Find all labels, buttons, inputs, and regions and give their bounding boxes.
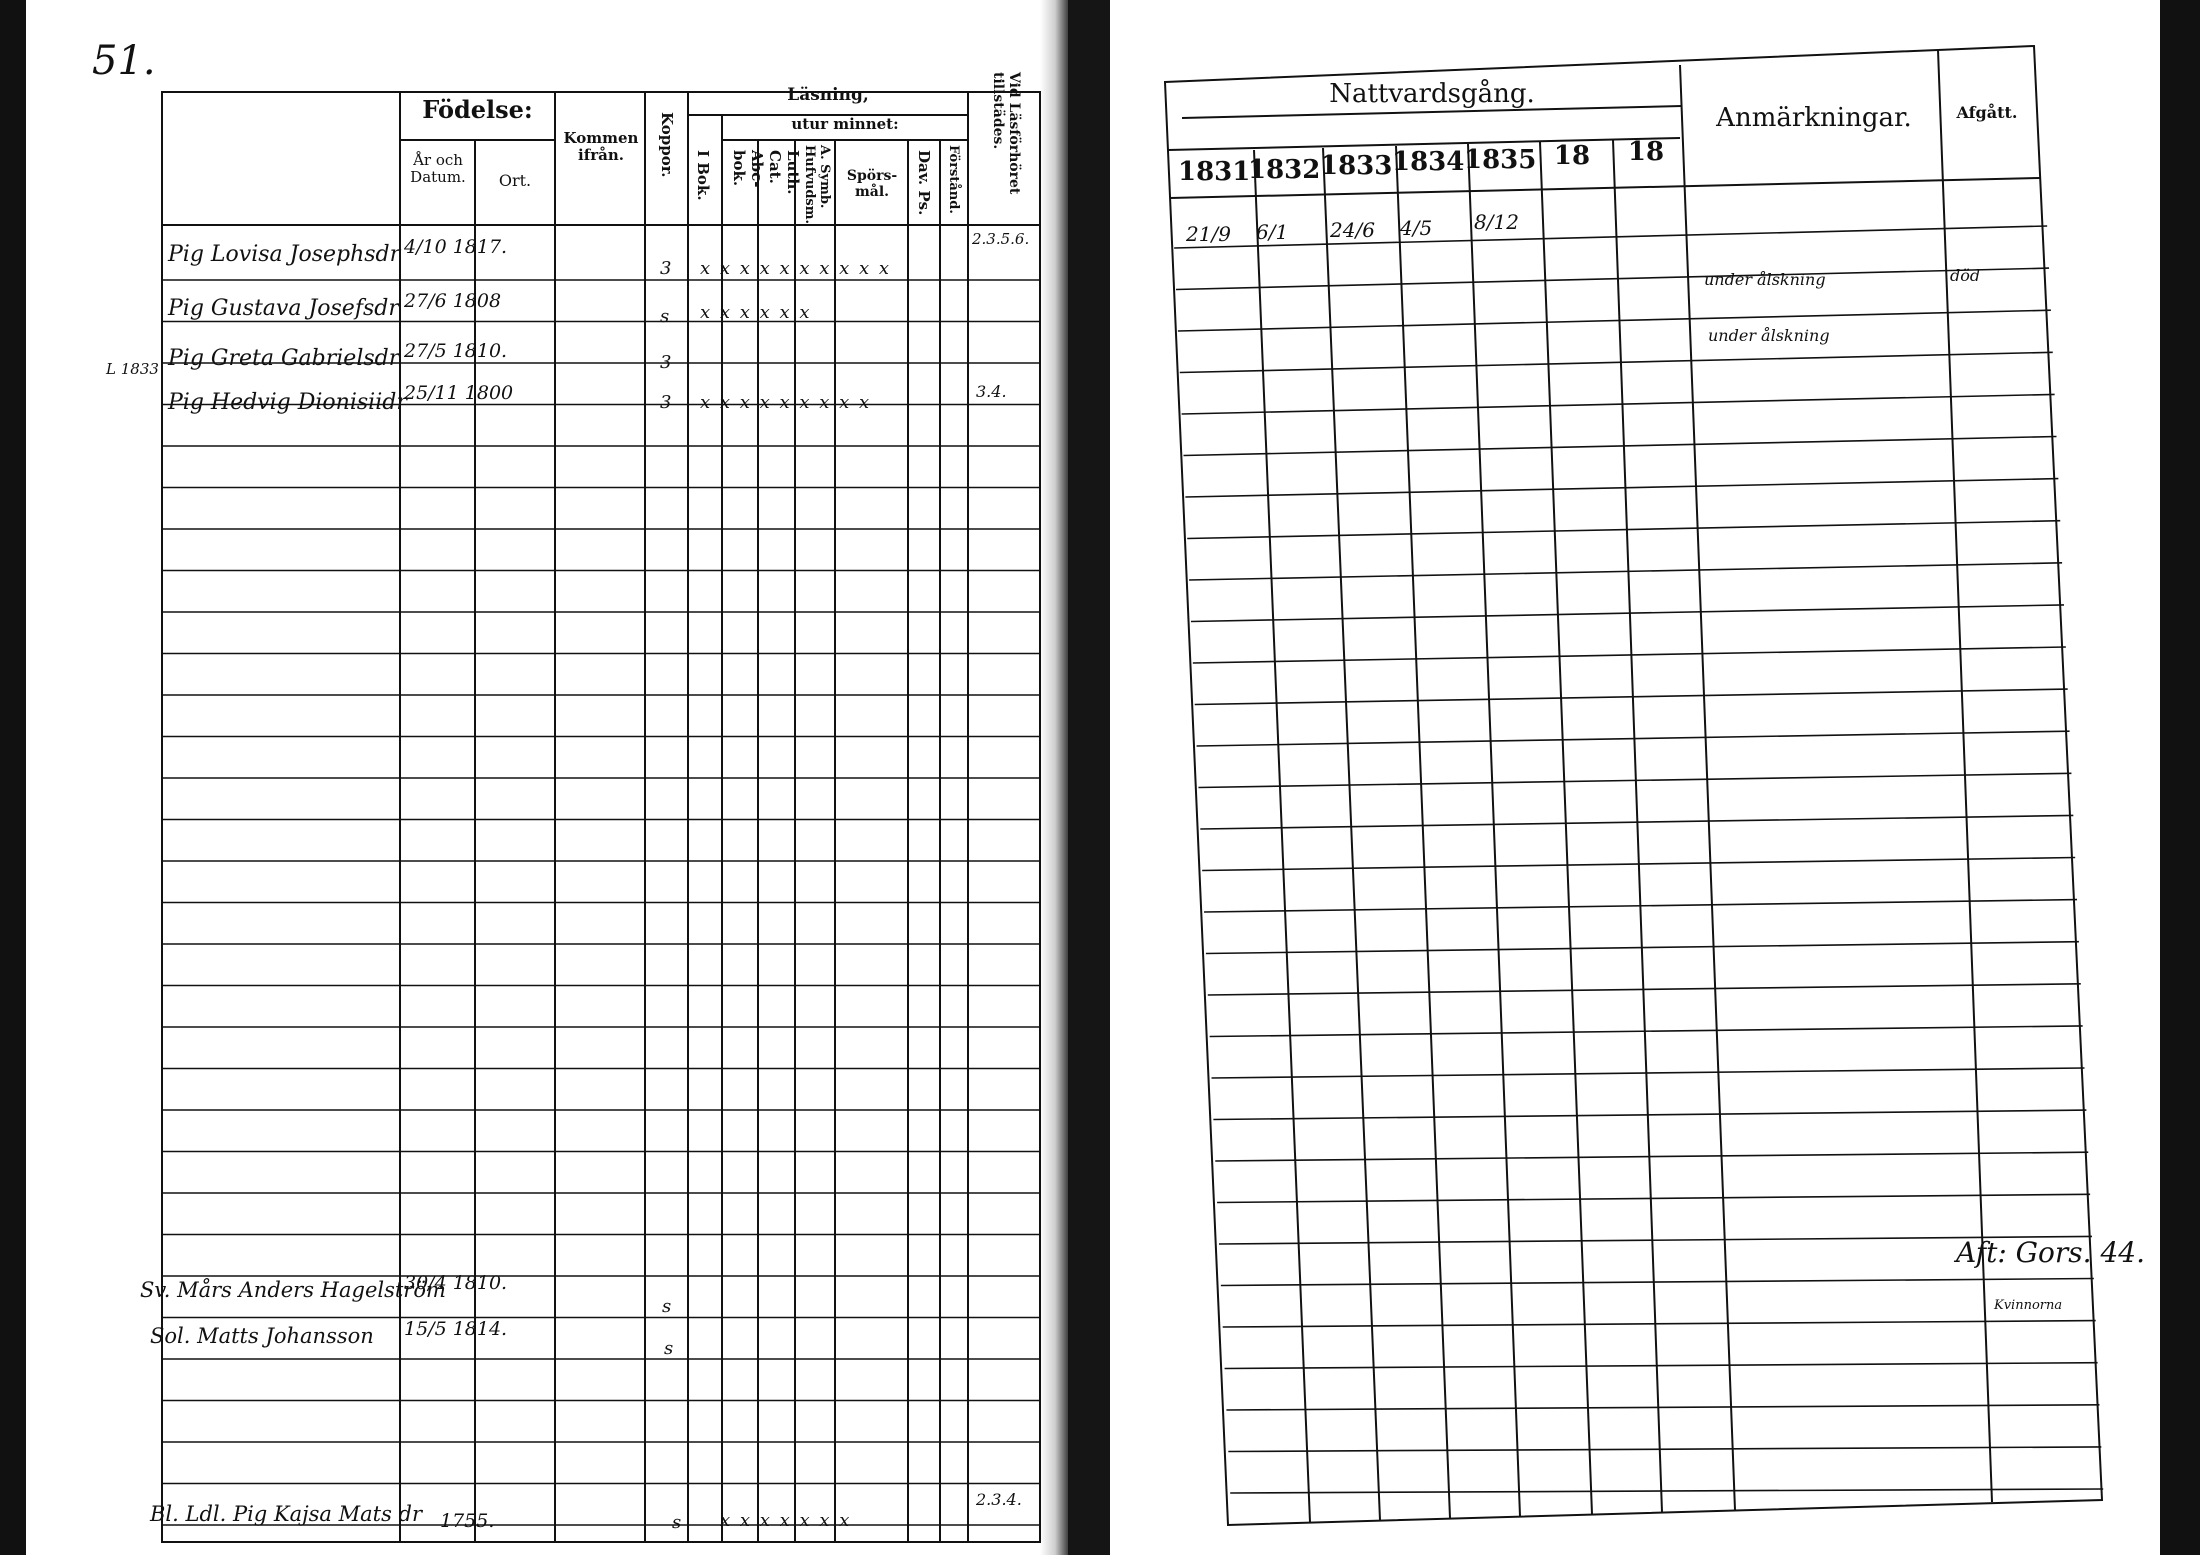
header-afgatt: Afgått. bbox=[1956, 103, 2018, 122]
header-luth-cat: Luth. Cat. bbox=[766, 150, 802, 195]
page-number: 51. bbox=[92, 38, 156, 84]
entry-date: 27/6 1808 bbox=[404, 290, 502, 312]
entry-note: 3.4. bbox=[976, 382, 1007, 401]
header-year: 1834 bbox=[1392, 147, 1465, 177]
row-rule bbox=[1187, 521, 2060, 539]
entry-name: Sv. Mårs Anders Hagelström bbox=[140, 1278, 446, 1302]
entry-marks: x x x x x x x x x bbox=[700, 392, 872, 413]
entry-name: Pig Lovisa Josephsdr bbox=[168, 242, 401, 267]
row-rule bbox=[1183, 437, 2056, 456]
entry-koppor: 3 bbox=[660, 392, 672, 413]
row-rule bbox=[1191, 605, 2064, 622]
header-dav-ps: Dav. Ps. bbox=[915, 150, 933, 216]
nattvard-1832: 6/1 bbox=[1256, 220, 1289, 244]
entry-date: 30/4 1810. bbox=[404, 1272, 508, 1294]
entry-note: 2.3.5.6. bbox=[972, 230, 1030, 248]
row-rule bbox=[1212, 1068, 2085, 1078]
entry-name: Bl. Ldl. Pig Kajsa Mats dr bbox=[150, 1502, 423, 1526]
row-rule bbox=[1230, 1489, 2103, 1493]
entry-marks: x x x x x x x bbox=[720, 1510, 852, 1531]
header-year: 1835 bbox=[1464, 145, 1537, 175]
entry-name: Pig Greta Gabrielsdr bbox=[168, 346, 400, 371]
row-rule bbox=[1223, 1321, 2096, 1327]
header-forstand: Förstånd. bbox=[946, 145, 961, 214]
row-rule bbox=[1217, 1194, 2090, 1202]
row-rule bbox=[1185, 479, 2058, 497]
entry-prefix: L 1833 bbox=[106, 360, 159, 378]
entry-koppor: s bbox=[664, 1338, 674, 1359]
nattvard-1835: 8/12 bbox=[1474, 210, 1519, 234]
row-rule bbox=[1197, 731, 2070, 746]
entry-koppor: s bbox=[662, 1296, 672, 1317]
row-rule bbox=[1174, 226, 2047, 248]
row-rule bbox=[1215, 1152, 2088, 1161]
header-year: 18 bbox=[1553, 141, 1591, 171]
entry-date: 15/5 1814. bbox=[404, 1318, 508, 1340]
entry-marks: x x x x x x x x x x bbox=[700, 258, 892, 279]
row-rule bbox=[1182, 394, 2055, 414]
row-rule bbox=[1228, 1447, 2101, 1452]
remark-text: under ålskning bbox=[1704, 270, 1826, 289]
row-rule bbox=[1193, 647, 2066, 663]
header-kommen-ifran: Kommen ifrån. bbox=[563, 129, 639, 165]
nattvard-1831: 21/9 bbox=[1186, 222, 1231, 246]
header-year: 1831 bbox=[1178, 157, 1251, 187]
afgatt-note: Kvinnorna bbox=[1994, 1298, 2063, 1313]
entry-marks: x x x x x x bbox=[700, 302, 812, 323]
header-abc-bok: Abc-bok. bbox=[730, 150, 766, 188]
header-i-bok: I Bok. bbox=[694, 150, 712, 201]
header-ort: Ort. bbox=[498, 171, 532, 190]
entry-name: Sol. Matts Johansson bbox=[150, 1324, 374, 1348]
entry-koppor: s bbox=[672, 1512, 682, 1533]
row-rule bbox=[1226, 1405, 2099, 1410]
entry-koppor: s bbox=[660, 306, 670, 327]
header-lasning: Läsning, bbox=[787, 85, 869, 105]
nattvard-1834: 4/5 bbox=[1400, 216, 1433, 240]
header-sporsmal: Spörs-mål. bbox=[846, 168, 898, 201]
entry-date: 27/5 1810. bbox=[404, 340, 508, 362]
afgatt-note: död bbox=[1950, 266, 1981, 285]
row-rule bbox=[1225, 1363, 2098, 1369]
entry-name: Pig Hedvig Dionisiidr bbox=[168, 390, 407, 415]
header-nattvard-tillstades: Vid Läsförhöret tillstädes. bbox=[990, 72, 1022, 195]
header-ar-och-datum: År och Datum. bbox=[410, 151, 466, 187]
entry-date: 1755. bbox=[440, 1510, 495, 1532]
header-year: 1832 bbox=[1248, 155, 1321, 185]
row-rule bbox=[1180, 352, 2053, 372]
header-koppor: Koppor. bbox=[658, 112, 676, 178]
entry-note: 2.3.4. bbox=[976, 1490, 1022, 1509]
header-fodelse: Födelse: bbox=[422, 95, 533, 124]
row-rule bbox=[1213, 1110, 2086, 1119]
entry-koppor: 3 bbox=[660, 352, 672, 373]
afgatt-note: Aft: Gors. 44. bbox=[1956, 1236, 2145, 1269]
row-rule bbox=[1176, 268, 2049, 289]
entry-date: 25/11 1800 bbox=[404, 382, 514, 404]
nattvard-1833: 24/6 bbox=[1330, 218, 1375, 242]
header-symb-hufvud: A. Symb. Hufvudsm. bbox=[802, 145, 832, 225]
entry-koppor: 3 bbox=[660, 258, 672, 279]
header-nattvardsgang: Nattvardsgång. bbox=[1329, 79, 1535, 109]
row-rule bbox=[1221, 1279, 2094, 1286]
header-anmarkningar: Anmärkningar. bbox=[1716, 103, 1912, 133]
row-rule bbox=[1189, 563, 2062, 580]
entry-name: Pig Gustava Josefsdr bbox=[168, 296, 399, 321]
header-year: 18 bbox=[1627, 137, 1665, 167]
row-rule bbox=[1178, 310, 2051, 331]
row-rule bbox=[1210, 1026, 2083, 1037]
entry-date: 4/10 1817. bbox=[404, 236, 508, 258]
row-rule bbox=[1195, 689, 2068, 704]
remark-text: under ålskning bbox=[1708, 326, 1830, 345]
header-year: 1833 bbox=[1320, 151, 1393, 181]
header-utur-minnet: utur minnet: bbox=[791, 115, 899, 133]
